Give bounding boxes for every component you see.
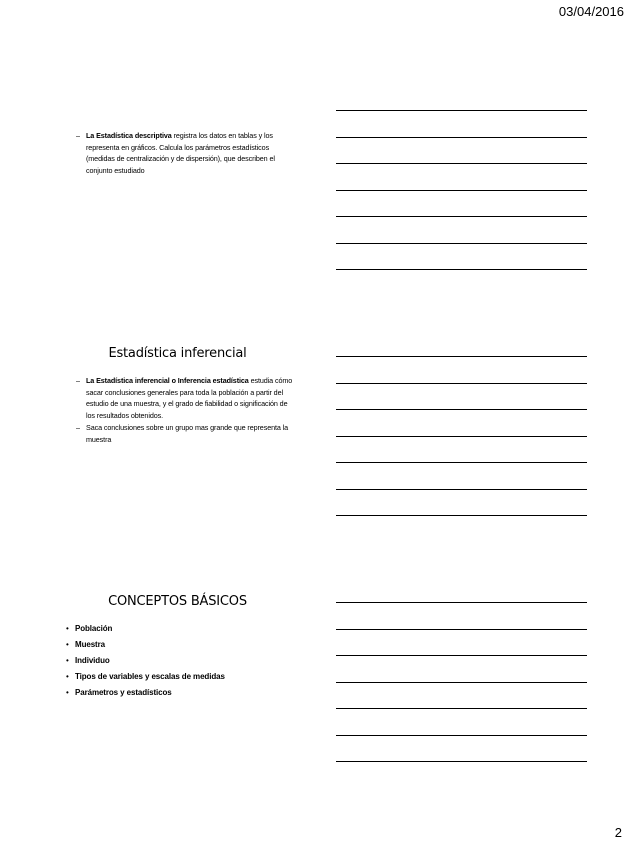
slide-3 <box>60 594 295 701</box>
page-number: 2 <box>614 825 622 840</box>
note-line <box>336 356 587 357</box>
note-line <box>336 682 587 683</box>
bullet-item: – Saca conclusiones sobre un grupo mas grande que representa la muestra <box>76 422 295 445</box>
note-line <box>336 163 587 164</box>
slide-title: CONCEPTOS BÁSICOS <box>108 594 247 609</box>
note-line <box>336 489 587 490</box>
list-item: • Tipos de variables y escalas de medidas <box>66 669 295 685</box>
note-line <box>336 190 587 191</box>
slide-1-bullets <box>60 130 295 176</box>
note-line <box>336 383 587 384</box>
list-item: • Parámetros y estadísticos <box>66 685 295 701</box>
note-line <box>336 761 587 762</box>
slide-title: Estadística inferencial <box>108 346 247 361</box>
note-line <box>336 409 587 410</box>
list-item: • Muestra <box>66 637 295 653</box>
list-item: • Población <box>66 621 295 637</box>
note-line <box>336 137 587 138</box>
list-item: • Individuo <box>66 653 295 669</box>
slide-2 <box>60 346 295 446</box>
note-line <box>336 735 587 736</box>
note-line <box>336 515 587 516</box>
notes-lines-2 <box>336 356 587 542</box>
note-line <box>336 655 587 656</box>
notes-lines-3 <box>336 602 587 788</box>
note-line <box>336 110 587 111</box>
bullet-item: – La Estadística descriptiva registra los datos en tablas y los representa en gráficos. Calcula los parámetros estadísticos (medidas de centralización y de dispersión), que describen el conjunto estudiado <box>76 130 295 176</box>
note-line <box>336 708 587 709</box>
note-line <box>336 602 587 603</box>
notes-lines-1 <box>336 110 587 296</box>
slide-3-items <box>60 621 295 701</box>
note-line <box>336 462 587 463</box>
note-line <box>336 269 587 270</box>
slide-2-bullets <box>60 375 295 445</box>
page-date: 03/04/2016 <box>558 4 624 19</box>
note-line <box>336 216 587 217</box>
bullet-item: – La Estadística inferencial o Inferencia estadística estudia cómo sacar conclusiones generales para toda la población a partir del estudio de una muestra, y el grado de fiabilidad o significación de los resultados obtenidos. <box>76 375 295 421</box>
note-line <box>336 436 587 437</box>
slide-1 <box>60 130 295 177</box>
note-line <box>336 629 587 630</box>
note-line <box>336 243 587 244</box>
